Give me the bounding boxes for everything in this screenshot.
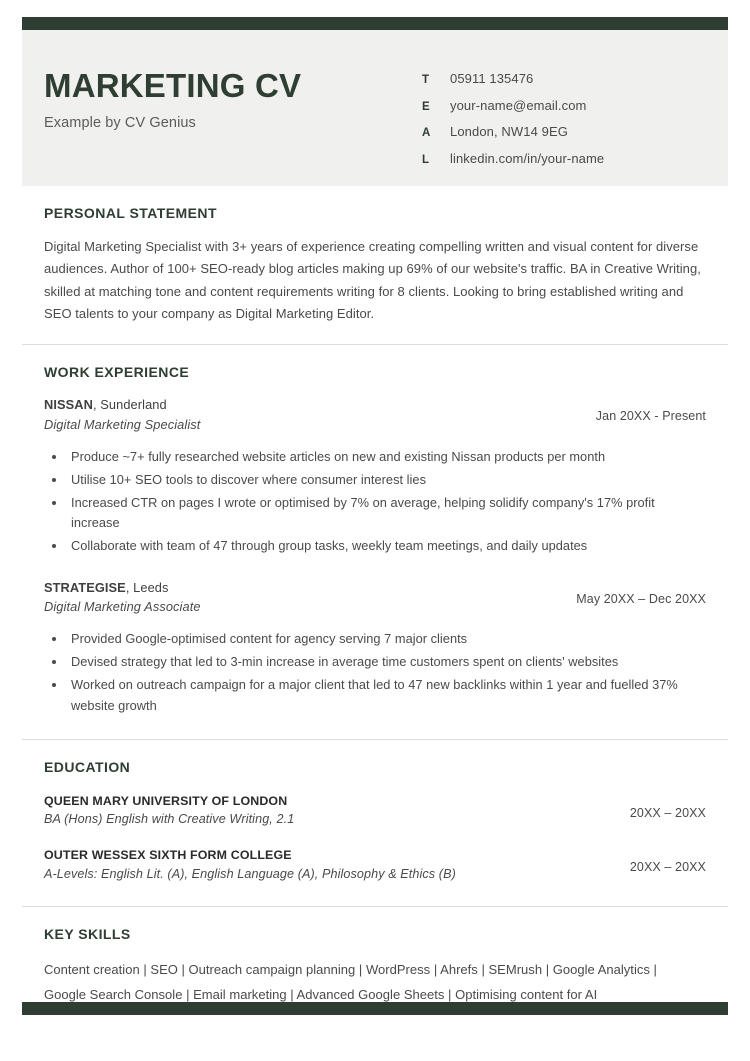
section-personal-statement — [44, 186, 706, 325]
contact-row-email — [422, 98, 728, 113]
contact-phone-value[interactable]: 05911 135476 — [450, 71, 534, 86]
list-item: Increased CTR on pages I wrote or optimised by 7% on average, helping solidify company's 17% profit increase — [44, 493, 706, 535]
list-item: Collaborate with team of 47 through group tasks, weekly team meetings, and daily updates — [44, 536, 706, 557]
section-education — [44, 740, 706, 884]
work-entry-org-name: STRATEGISE — [44, 580, 126, 596]
section-title-key-skills: KEY SKILLS — [44, 925, 131, 942]
section-title-work-experience: WORK EXPERIENCE — [44, 364, 190, 381]
list-item: Worked on outreach campaign for a major client that led to 47 new backlinks within 1 year and fuelled 37% website growth — [44, 675, 706, 717]
work-entry-org-location: , Leeds — [125, 580, 169, 596]
list-item: Provided Google-optimised content for agency serving 7 major clients — [44, 629, 706, 650]
list-item: Devised strategy that led to 3-min increase in average time customers spent on clients' websites — [44, 652, 706, 673]
work-entry-role: Digital Marketing Specialist — [44, 416, 201, 432]
personal-statement-text: Digital Marketing Specialist with 3+ years of experience creating compelling written and visual content for diverse audiences. Author of 100+ SEO-ready blog articles making up 69% of our website's traffic. BA in Creative Writing, skilled at matching tone and content requirements writing for 8 clients. Looking to bring established writing and SEO talents to your company as Digital Marketing Editor. — [44, 239, 701, 322]
bottom-accent-bar — [22, 1002, 728, 1015]
list-item: Utilise 10+ SEO tools to discover where consumer interest lies — [44, 470, 706, 491]
work-entry-bullets — [44, 447, 706, 557]
key-skills-line-2: Google Search Console | Email marketing | Advanced Google Sheets | Optimising content for AI — [44, 987, 598, 1003]
address-icon: A — [422, 127, 431, 139]
email-icon: E — [422, 100, 430, 113]
education-school: QUEEN MARY UNIVERSITY OF LONDON — [44, 793, 288, 808]
contact-list — [422, 69, 728, 177]
education-degree: A-Levels: English Lit. (A), English Language (A), Philosophy & Ethics (B) — [44, 866, 456, 881]
identity-block — [44, 69, 422, 131]
section-title-education: EDUCATION — [44, 758, 131, 775]
section-work-experience — [44, 345, 706, 716]
work-entry-org-name: NISSAN — [44, 397, 93, 413]
contact-linkedin-value[interactable]: linkedin.com/in/your-name — [450, 150, 605, 166]
education-school: OUTER WESSEX SIXTH FORM COLLEGE — [44, 848, 292, 863]
list-item: Produce ~7+ fully researched website articles on new and existing Nissan products per month — [44, 447, 706, 468]
work-entry-organisation — [44, 578, 576, 597]
top-accent-bar — [22, 17, 728, 30]
contact-email-value[interactable]: your-name@email.com — [450, 97, 587, 113]
work-entry-org-location: , Sunderland — [92, 397, 167, 413]
key-skills-line-1: Content creation | SEO | Outreach campaign planning | WordPress | Ahrefs | SEMrush | Google Analytics | — [44, 961, 657, 977]
education-date: 20XX – 20XX — [629, 805, 706, 820]
linkedin-icon: L — [422, 153, 430, 166]
page-subtitle: Example by CV Genius — [44, 115, 196, 131]
work-entry-organisation — [44, 395, 596, 414]
phone-icon: T — [422, 74, 430, 86]
section-key-skills — [44, 907, 706, 1008]
contact-row-linkedin — [422, 151, 728, 166]
work-entry-date: May 20XX – Dec 20XX — [576, 592, 706, 607]
work-entry-date: Jan 20XX - Present — [595, 409, 706, 424]
work-entry-role: Digital Marketing Associate — [44, 599, 201, 615]
contact-row-address — [422, 124, 728, 139]
work-entry-bullets — [44, 629, 706, 716]
cv-header-band — [22, 30, 728, 186]
education-entry — [44, 792, 706, 830]
education-degree: BA (Hons) English with Creative Writing, 2.1 — [44, 812, 295, 827]
page-title: MARKETING CV — [44, 67, 302, 104]
contact-address-value: London, NW14 9EG — [450, 124, 568, 139]
education-entry — [44, 846, 706, 884]
contact-row-phone — [422, 71, 728, 86]
work-entry — [44, 395, 706, 557]
cv-body — [22, 186, 728, 1007]
work-entry — [44, 578, 706, 717]
section-title-personal-statement: PERSONAL STATEMENT — [44, 205, 217, 221]
education-date: 20XX – 20XX — [629, 860, 706, 875]
